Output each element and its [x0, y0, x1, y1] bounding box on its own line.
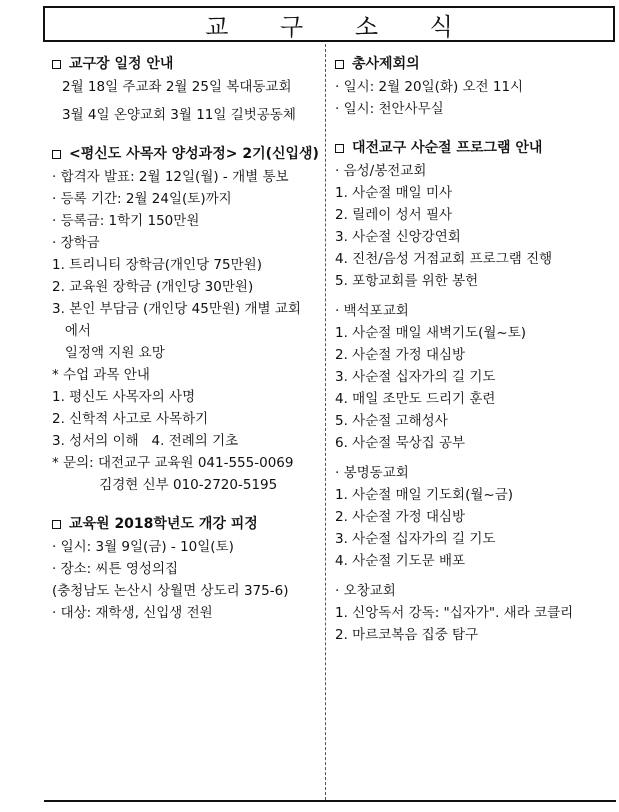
section-heading: 교육원 2018학년도 개강 피정: [52, 512, 320, 536]
schedule-line: 2월 18일 주교좌 2월 25일 복대동교회: [62, 79, 292, 95]
program-item: 1. 사순절 매일 새벽기도(월~토): [335, 325, 527, 341]
info-line: · 일시: 천안사무실: [335, 101, 444, 117]
section-heading: 교구장 일정 안내: [52, 52, 320, 76]
info-line: 1. 트리니티 장학금(개인당 75만원): [52, 257, 262, 273]
square-bullet-icon: [335, 144, 344, 153]
church-name: · 오창교회: [335, 583, 396, 599]
program-item: 5. 사순절 고해성사: [335, 413, 448, 429]
church-name: · 음성/봉전교회: [335, 163, 427, 179]
right-column: [335, 44, 613, 646]
program-item: 6. 사순절 묵상집 공부: [335, 435, 466, 451]
program-item: 2. 사순절 가정 대심방: [335, 347, 466, 363]
square-bullet-icon: [335, 60, 344, 69]
program-item: 5. 포항교회를 위한 봉헌: [335, 273, 479, 289]
info-line: 3. 성서의 이해 4. 전례의 기초: [52, 433, 239, 449]
program-item: 1. 사순절 매일 기도회(월~금): [335, 487, 514, 503]
square-bullet-icon: [52, 150, 61, 159]
left-column: [52, 44, 320, 624]
info-line: · 장소: 씨튼 영성의집: [52, 561, 179, 577]
square-bullet-icon: [52, 60, 61, 69]
church-name: · 봉명동교회: [335, 465, 409, 481]
info-line: 2. 신학적 사고로 사목하기: [52, 411, 209, 427]
church-name: · 백석포교회: [335, 303, 409, 319]
column-divider: [325, 44, 326, 800]
program-item: 3. 사순절 십자가의 길 기도: [335, 531, 496, 547]
info-line: · 등록 기간: 2월 24일(토)까지: [52, 191, 232, 207]
info-line: · 대상: 재학생, 신입생 전원: [52, 605, 213, 621]
info-line: (충청남도 논산시 상월면 상도리 375-6): [52, 583, 289, 599]
program-item: 2. 사순절 가정 대심방: [335, 509, 466, 525]
program-item: 4. 사순절 기도문 배포: [335, 553, 466, 569]
info-line: 김경현 신부 010-2720-5195: [52, 477, 278, 493]
program-item: 1. 사순절 매일 미사: [335, 185, 453, 201]
schedule-line: 3월 4일 온양교회 3월 11일 길벗공동체: [62, 107, 296, 123]
info-line: 3. 본인 부담금 (개인당 45만원) 개별 교회: [52, 301, 301, 317]
bottom-rule: [44, 800, 616, 802]
info-line: · 일시: 2월 20일(화) 오전 11시: [335, 79, 524, 95]
page-title: 교 구 소 식: [205, 12, 475, 41]
info-line: · 일시: 3월 9일(금) - 10일(토): [52, 539, 234, 555]
section-heading: 총사제회의: [335, 52, 613, 76]
program-item: 3. 사순절 십자가의 길 기도: [335, 369, 496, 385]
section-heading: 대전교구 사순절 프로그램 안내: [335, 136, 613, 160]
info-line: 2. 교육원 장학금 (개인당 30만원): [52, 279, 254, 295]
info-line: * 수업 과목 안내: [52, 367, 150, 383]
program-item: 3. 사순절 신앙강연회: [335, 229, 461, 245]
info-line: 에서: [52, 323, 91, 339]
info-line: · 합격자 발표: 2월 12일(월) - 개별 통보: [52, 169, 289, 185]
info-line: 1. 평신도 사목자의 사명: [52, 389, 196, 405]
section-heading: <평신도 사목자 양성과정> 2기(신입생): [52, 142, 320, 166]
square-bullet-icon: [52, 520, 61, 529]
program-item: 4. 매일 조만도 드리기 훈련: [335, 391, 496, 407]
program-item: 2. 릴레이 성서 필사: [335, 207, 453, 223]
program-item: 4. 진천/음성 거점교회 프로그램 진행: [335, 251, 553, 267]
title-box: [43, 6, 615, 42]
info-line: · 장학금: [52, 235, 100, 251]
program-item: 1. 신앙독서 강독: "십자가". 새라 코클리: [335, 605, 574, 621]
info-line: 일정액 지원 요망: [52, 345, 165, 361]
info-line: · 등록금: 1학기 150만원: [52, 213, 200, 229]
program-item: 2. 마르코복음 집중 탐구: [335, 627, 479, 643]
info-line: * 문의: 대전교구 교육원 041-555-0069: [52, 455, 294, 471]
